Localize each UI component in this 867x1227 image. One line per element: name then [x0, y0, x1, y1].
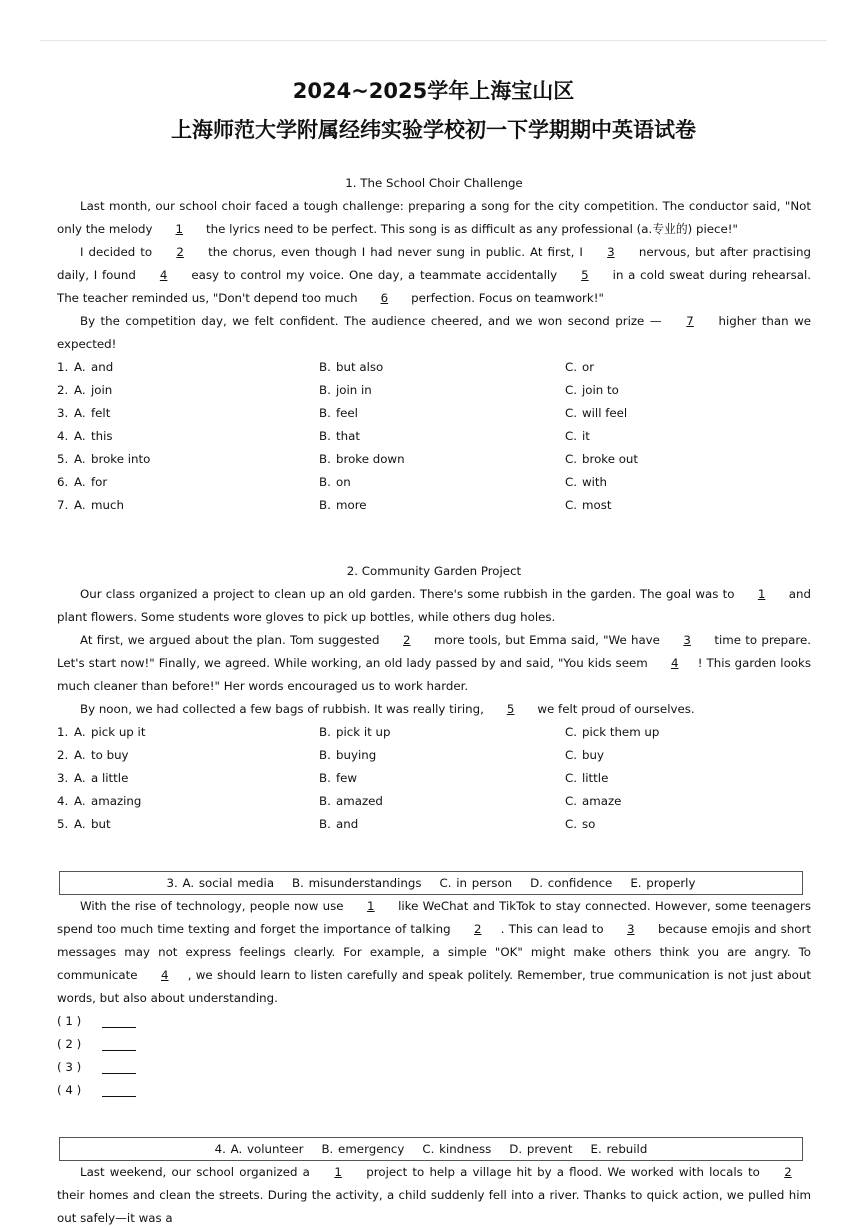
option-a [57, 767, 319, 790]
option-row [57, 721, 811, 744]
option-letter: B. [319, 406, 331, 420]
answer-row [57, 1010, 811, 1033]
option-b [319, 425, 565, 448]
option-text: or [582, 360, 595, 374]
option-row [57, 356, 811, 379]
option-letter: B. [319, 748, 331, 762]
option-letter: B. [319, 429, 331, 443]
option-c [565, 356, 811, 379]
question-number: 2. [57, 748, 69, 762]
passage-text: like WeChat and TikTok to stay connected. However, some teenagers spend too much time texting and forget the importance of talking [57, 899, 811, 936]
option-b [319, 494, 565, 517]
option-text: amazing [91, 794, 142, 808]
passage-text: . This can lead to [500, 922, 608, 936]
blank-6: 6 [380, 291, 389, 305]
option-text: pick up it [91, 725, 146, 739]
option-a [57, 790, 319, 813]
question-number: 5. [57, 817, 69, 831]
page-title-line2: 上海师范大学附属经纬实验学校初一下学期期中英语试卷 [171, 118, 696, 142]
option-c [565, 790, 811, 813]
question-number: 6. [57, 475, 69, 489]
option-c [565, 744, 811, 767]
option-a [57, 471, 319, 494]
option-row [57, 790, 811, 813]
option-text: buying [336, 748, 377, 762]
option-row [57, 471, 811, 494]
blank-2: 2 [176, 245, 184, 259]
option-letter: B. [319, 383, 331, 397]
blank-3: 3 [627, 922, 635, 936]
option-a [57, 813, 319, 836]
option-letter: C. [565, 475, 577, 489]
option-text: join in [336, 383, 372, 397]
passage-text: we felt proud of ourselves. [533, 702, 695, 716]
option-text: join [91, 383, 113, 397]
option-text: for [91, 475, 108, 489]
answer-blank[interactable] [102, 1036, 136, 1051]
option-letter: A. [74, 429, 86, 443]
blank-3: 3 [683, 633, 691, 647]
option-letter: C. [565, 794, 577, 808]
option-letter: C. [565, 498, 577, 512]
option-b [319, 790, 565, 813]
option-letter: A. [74, 498, 86, 512]
option-text: but [91, 817, 111, 831]
question-number: 1. [57, 360, 69, 374]
question-number: 3. [57, 771, 69, 785]
blank-5: 5 [581, 268, 589, 282]
passage-text: I decided to [80, 245, 158, 259]
answer-label: ( 2 ) [57, 1037, 82, 1051]
option-c [565, 471, 811, 494]
option-letter: A. [74, 725, 86, 739]
word-box-item: D. confidence [530, 876, 613, 890]
option-text: and [91, 360, 114, 374]
passage-paragraph [57, 895, 811, 1010]
option-row [57, 425, 811, 448]
section1-options [57, 356, 811, 517]
option-text: it [582, 429, 590, 443]
passage-text: perfection. Focus on teamwork!" [407, 291, 604, 305]
option-c [565, 379, 811, 402]
option-text: this [91, 429, 113, 443]
option-a [57, 744, 319, 767]
passage-text: time to prepare. Let's start now!" Finally, we agreed. While working, an old lady passed by and said, "You kids seem [57, 633, 811, 670]
section2-title: 2. Community Garden Project [346, 564, 522, 578]
blank-4: 4 [670, 656, 679, 670]
option-letter: B. [319, 725, 331, 739]
option-text: broke down [336, 452, 405, 466]
option-b [319, 356, 565, 379]
passage-text: ! This garden looks much cleaner than before!" Her words encouraged us to work harder. [57, 656, 811, 693]
passage-text: At first, we argued about the plan. Tom suggested [80, 633, 384, 647]
passage-paragraph [57, 310, 811, 356]
option-row [57, 813, 811, 836]
passage-paragraph [57, 1161, 811, 1227]
passage-text: in a cold sweat during rehearsal. The teacher reminded us, "Don't depend too much [57, 268, 811, 305]
passage-text: project to help a village hit by a flood. We worked with locals to [361, 1165, 765, 1179]
option-letter: A. [74, 771, 86, 785]
blank-2: 2 [784, 1165, 792, 1179]
option-text: amaze [582, 794, 622, 808]
option-b [319, 402, 565, 425]
option-text: most [582, 498, 612, 512]
option-text: feel [336, 406, 358, 420]
option-letter: A. [74, 383, 86, 397]
section3-passage [57, 895, 811, 1010]
option-a [57, 379, 319, 402]
answer-row [57, 1033, 811, 1056]
passage-text: Last weekend, our school organized a [80, 1165, 316, 1179]
option-row [57, 494, 811, 517]
option-letter: A. [74, 360, 86, 374]
option-text: broke out [582, 452, 639, 466]
option-text: amazed [336, 794, 383, 808]
answer-label: ( 3 ) [57, 1060, 82, 1074]
section4-word-box [59, 1137, 803, 1161]
option-b [319, 448, 565, 471]
word-box-item: B. emergency [321, 1142, 405, 1156]
blank-4: 4 [161, 968, 169, 982]
option-letter: A. [74, 748, 86, 762]
option-row [57, 379, 811, 402]
passage-paragraph [57, 195, 811, 241]
question-number: 5. [57, 452, 69, 466]
blank-3: 3 [607, 245, 615, 259]
option-text: that [336, 429, 360, 443]
blank-2: 2 [403, 633, 411, 647]
section2-passage [57, 583, 811, 721]
passage-paragraph [57, 629, 811, 698]
word-box-item: B. misunderstandings [292, 876, 422, 890]
option-letter: C. [565, 748, 577, 762]
option-letter: B. [319, 498, 331, 512]
option-letter: B. [319, 817, 331, 831]
passage-text: more tools, but Emma said, "We have [429, 633, 665, 647]
section1-title: 1. The School Choir Challenge [345, 176, 523, 190]
answer-row [57, 1079, 811, 1102]
passage-text: because emojis and short messages may not express feelings clearly. For example, a simple "OK" might make others think you are angry. To communicate [57, 922, 811, 982]
option-c [565, 767, 811, 790]
option-b [319, 471, 565, 494]
section3-answer-lines [57, 1010, 811, 1102]
option-letter: C. [565, 771, 577, 785]
option-letter: C. [565, 406, 577, 420]
option-letter: C. [565, 725, 577, 739]
top-rule [40, 40, 827, 41]
question-number: 2. [57, 383, 69, 397]
passage-text: higher than we expected! [57, 314, 811, 351]
word-box-item: 4. A. volunteer [214, 1142, 304, 1156]
option-letter: B. [319, 452, 331, 466]
option-b [319, 767, 565, 790]
option-letter: B. [319, 771, 331, 785]
word-box-item: 3. A. social media [166, 876, 275, 890]
option-row [57, 448, 811, 471]
option-letter: C. [565, 360, 577, 374]
passage-paragraph [57, 583, 811, 629]
option-text: much [91, 498, 124, 512]
word-box-item: E. rebuild [590, 1142, 648, 1156]
option-text: more [336, 498, 367, 512]
section2-options [57, 721, 811, 836]
option-text: to buy [91, 748, 129, 762]
question-number: 7. [57, 498, 69, 512]
option-text: join to [582, 383, 619, 397]
question-number: 1. [57, 725, 69, 739]
option-b [319, 379, 565, 402]
option-text: buy [582, 748, 604, 762]
option-c [565, 448, 811, 471]
word-box-item: E. properly [630, 876, 696, 890]
option-a [57, 494, 319, 517]
option-text: will feel [582, 406, 628, 420]
option-a [57, 448, 319, 471]
question-number: 4. [57, 429, 69, 443]
option-text: few [336, 771, 358, 785]
question-number: 4. [57, 794, 69, 808]
blank-1: 1 [334, 1165, 342, 1179]
answer-blank[interactable] [102, 1059, 136, 1074]
option-row [57, 744, 811, 767]
blank-5: 5 [506, 702, 515, 716]
option-row [57, 402, 811, 425]
option-letter: A. [74, 406, 86, 420]
passage-paragraph [57, 241, 811, 310]
question-number: 3. [57, 406, 69, 420]
option-c [565, 402, 811, 425]
blank-1: 1 [175, 222, 184, 236]
answer-blank[interactable] [102, 1013, 136, 1028]
word-box-item: D. prevent [509, 1142, 573, 1156]
answer-label: ( 4 ) [57, 1083, 82, 1097]
option-a [57, 356, 319, 379]
passage-text: easy to control my voice. One day, a teammate accidentally [186, 268, 562, 282]
blank-1: 1 [757, 587, 766, 601]
word-box-item: C. in person [439, 876, 513, 890]
answer-row [57, 1056, 811, 1079]
passage-text: nervous, but after practising daily, I found [57, 245, 811, 282]
option-text: and [336, 817, 359, 831]
option-letter: B. [319, 794, 331, 808]
option-letter: A. [74, 475, 86, 489]
passage-text: the chorus, even though I had never sung in public. At first, I [203, 245, 588, 259]
option-letter: B. [319, 475, 331, 489]
option-letter: C. [565, 817, 577, 831]
option-text: little [582, 771, 609, 785]
word-box-item: C. kindness [422, 1142, 492, 1156]
passage-paragraph [57, 698, 811, 721]
option-text: a little [91, 771, 129, 785]
option-c [565, 721, 811, 744]
passage-text: With the rise of technology, people now use [80, 899, 348, 913]
option-letter: C. [565, 383, 577, 397]
option-letter: A. [74, 817, 86, 831]
option-text: but also [336, 360, 384, 374]
option-letter: C. [565, 452, 577, 466]
section1-passage [57, 195, 811, 356]
option-c [565, 813, 811, 836]
blank-2: 2 [474, 922, 482, 936]
option-b [319, 813, 565, 836]
passage-text: Our class organized a project to clean up an old garden. There's some rubbish in the garden. The goal was to [80, 587, 739, 601]
section3-word-box [59, 871, 803, 895]
option-text: pick it up [336, 725, 391, 739]
option-b [319, 744, 565, 767]
option-a [57, 402, 319, 425]
page-title-line1: 2024~2025学年上海宝山区 [292, 79, 575, 103]
option-text: felt [91, 406, 111, 420]
option-text: with [582, 475, 608, 489]
option-a [57, 425, 319, 448]
option-c [565, 425, 811, 448]
option-letter: C. [565, 429, 577, 443]
option-text: on [336, 475, 351, 489]
section4-passage [57, 1161, 811, 1227]
answer-blank[interactable] [102, 1082, 136, 1097]
option-text: pick them up [582, 725, 660, 739]
passage-text: their homes and clean the streets. During the activity, a child suddenly fell into a river. Thanks to quick action, we pulled him out safely—it was a [57, 1188, 811, 1225]
exam-content [57, 172, 811, 1227]
option-c [565, 494, 811, 517]
option-row [57, 767, 811, 790]
passage-text: , we should learn to listen carefully and speak politely. Remember, true communication is not just about words, but also about understanding. [57, 968, 811, 1005]
option-letter: B. [319, 360, 331, 374]
answer-label: ( 1 ) [57, 1014, 82, 1028]
option-b [319, 721, 565, 744]
passage-text: Last month, our school choir faced a tough challenge: preparing a song for the city competition. The conductor said, "Not only the melody [57, 199, 811, 236]
option-letter: A. [74, 794, 86, 808]
option-letter: A. [74, 452, 86, 466]
passage-text: By the competition day, we felt confident. The audience cheered, and we won second prize — [80, 314, 668, 328]
option-a [57, 721, 319, 744]
passage-text: the lyrics need to be perfect. This song is as difficult as any professional (a.专业的) piece!" [202, 222, 738, 236]
option-text: so [582, 817, 596, 831]
passage-text: and plant flowers. Some students wore gloves to pick up bottles, while others dug holes. [57, 587, 811, 624]
blank-1: 1 [367, 899, 375, 913]
passage-text: By noon, we had collected a few bags of rubbish. It was really tiring, [80, 702, 488, 716]
blank-7: 7 [686, 314, 694, 328]
blank-4: 4 [159, 268, 168, 282]
option-text: broke into [91, 452, 151, 466]
